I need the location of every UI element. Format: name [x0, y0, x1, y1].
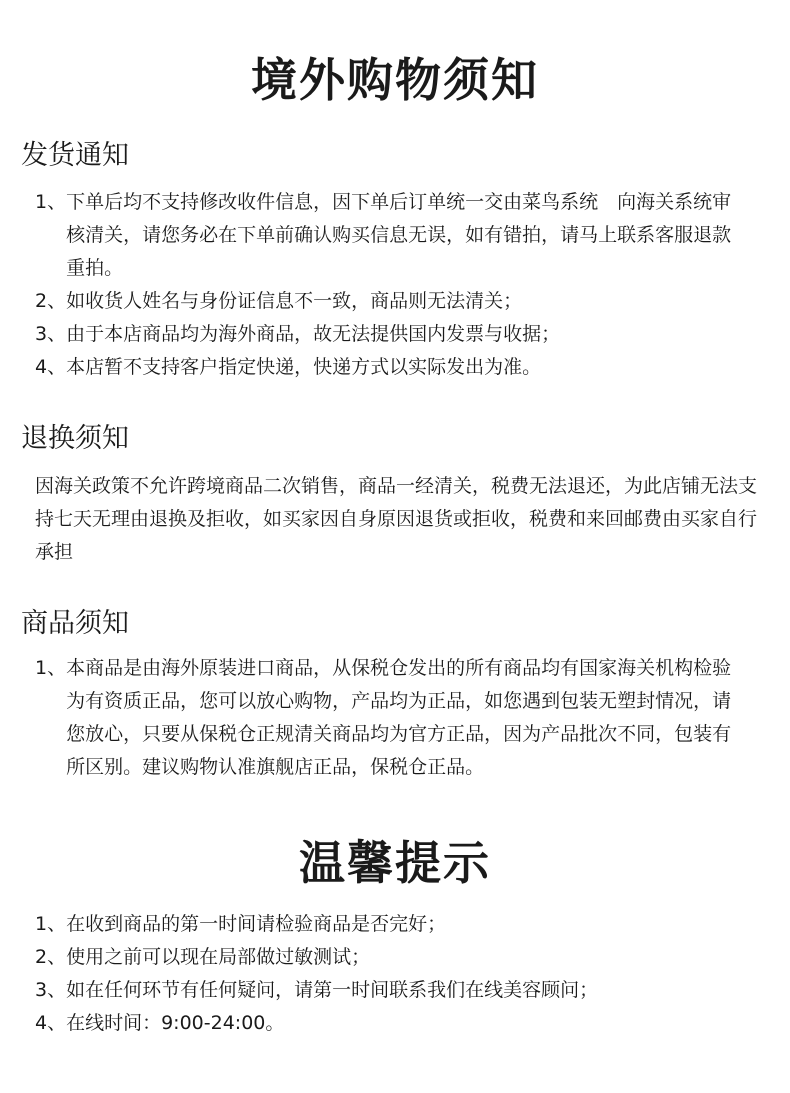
- list-item-text: 在线时间：9:00-24:00。: [66, 1012, 285, 1034]
- list-item-number: 1、: [35, 913, 67, 935]
- list-item: [35, 186, 735, 285]
- list-item: [35, 908, 755, 941]
- list-item-text: 如收货人姓名与身份证信息不一致，商品则无法清关；: [66, 290, 523, 312]
- product-heading: 商品须知: [21, 608, 129, 639]
- list-item-number: 1、: [35, 657, 67, 679]
- tips-heading: 温馨提示: [299, 836, 491, 890]
- list-item-number: 2、: [35, 946, 67, 968]
- list-item: [35, 285, 735, 318]
- list-item-text: 由于本店商品均为海外商品，故无法提供国内发票与收据；: [66, 323, 561, 345]
- list-item-number: 4、: [35, 1012, 67, 1034]
- list-item-text: 本店暂不支持客户指定快递，快递方式以实际发出为准。: [66, 356, 542, 378]
- tips-list: [35, 908, 755, 1040]
- list-item: [35, 652, 740, 784]
- returns-heading: 退换须知: [21, 423, 129, 454]
- product-list: [35, 652, 740, 784]
- list-item: [35, 974, 755, 1007]
- list-item-text: 下单后均不支持修改收件信息，因下单后订单统一交由菜鸟系统 向海关系统审核清关，请您务必在下单前确认购买信息无误，如有错拍，请马上联系客服退款重拍。: [66, 191, 732, 279]
- list-item: [35, 1007, 755, 1040]
- list-item: [35, 318, 735, 351]
- shipping-heading: 发货通知: [21, 140, 129, 171]
- list-item: [35, 351, 735, 384]
- list-item-number: 3、: [35, 979, 67, 1001]
- list-item-text: 使用之前可以现在局部做过敏测试；: [66, 946, 371, 968]
- list-item: [35, 941, 755, 974]
- list-item-number: 2、: [35, 290, 67, 312]
- returns-text: 因海关政策不允许跨境商品二次销售，商品一经清关，税费无法退还，为此店铺无法支持七天无理由退换及拒收，如买家因自身原因退货或拒收，税费和来回邮费由买家自行承担: [35, 475, 758, 563]
- page-title: 境外购物须知: [251, 53, 539, 107]
- list-item-text: 本商品是由海外原装进口商品，从保税仓发出的所有商品均有国家海关机构检验为有资质正品，您可以放心购物，产品均为正品，如您遇到包装无塑封情况，请您放心，只要从保税仓正规清关商品均为官方正品，因为产品批次不同，包装有所区别。建议购物认准旗舰店正品，保税仓正品。: [66, 657, 732, 778]
- shipping-list: [35, 186, 735, 384]
- list-item-text: 在收到商品的第一时间请检验商品是否完好；: [66, 913, 447, 935]
- list-item-text: 如在任何环节有任何疑问，请第一时间联系我们在线美容顾问；: [66, 979, 599, 1001]
- list-item-number: 1、: [35, 191, 67, 213]
- list-item-number: 4、: [35, 356, 67, 378]
- list-item-number: 3、: [35, 323, 67, 345]
